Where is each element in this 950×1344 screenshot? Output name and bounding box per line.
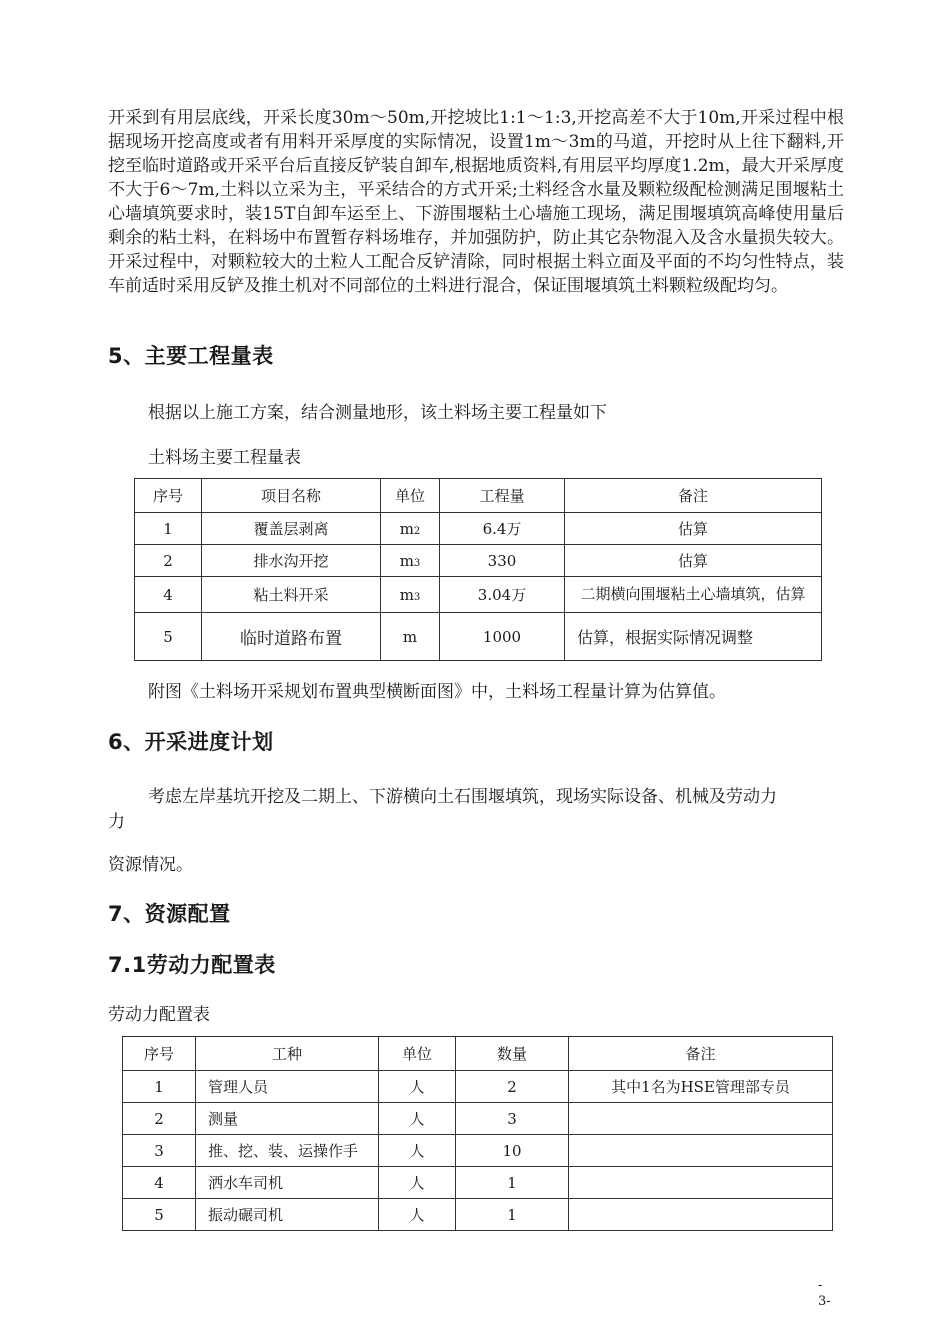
row-type: 推、挖、装、运操作手 xyxy=(196,1135,379,1167)
section6-overflow: 力 xyxy=(108,812,125,832)
section7-heading: 7、资源配置 xyxy=(108,902,231,926)
section7-1-heading: 7.1劳动力配置表 xyxy=(108,953,276,977)
row-qty: 6.4万 xyxy=(440,513,565,545)
table-row xyxy=(123,1071,833,1103)
header-cell: 项目名称 xyxy=(202,479,381,513)
header-cell: 工种 xyxy=(196,1037,379,1071)
row-unit xyxy=(381,545,440,577)
header-cell: 序号 xyxy=(135,479,202,513)
row-unit: 人 xyxy=(379,1103,456,1135)
row-name: 覆盖层剥离 xyxy=(202,513,381,545)
row-note: 估算，根据实际情况调整 xyxy=(565,613,822,661)
header-cell: 工程量 xyxy=(440,479,565,513)
row-no: 1 xyxy=(135,513,202,545)
row-no: 2 xyxy=(135,545,202,577)
row-qty: 10 xyxy=(456,1135,569,1167)
unit-exponent: 3 xyxy=(413,591,421,603)
row-unit: 人 xyxy=(379,1199,456,1231)
row-note: 估算 xyxy=(565,545,822,577)
row-no: 2 xyxy=(123,1103,196,1135)
unit-text: m xyxy=(399,551,414,570)
unit-exponent: 2 xyxy=(413,525,421,537)
row-qty: 1000 xyxy=(440,613,565,661)
section6-line1: 考虑左岸基坑开挖及二期上、下游横向土石围堰填筑，现场实际设备、机械及劳动力 xyxy=(148,787,777,807)
header-cell: 备注 xyxy=(565,479,822,513)
row-unit: 人 xyxy=(379,1135,456,1167)
table2-title: 劳动力配置表 xyxy=(108,1005,210,1025)
table-row xyxy=(123,1199,833,1231)
row-type: 管理人员 xyxy=(196,1071,379,1103)
table-header-row xyxy=(135,479,822,513)
row-no: 3 xyxy=(123,1135,196,1167)
section6-heading: 6、开采进度计划 xyxy=(108,730,274,754)
row-name: 粘土料开采 xyxy=(202,577,381,613)
row-note: 估算 xyxy=(565,513,822,545)
intro-paragraph: 开采到有用层底线，开采长度30m～50m,开挖坡比1:1～1:3,开挖高差不大于10m,开采过程中根据现场开挖高度或者有用料开采厚度的实际情况，设置1m～3m的马道，开挖时从上往下翻料,开挖至临时道路或开采平台后直接反铲装自卸车,根据地质资料,有用层平均厚度1.2m，最大开采厚度不大于6～7m,土料以立采为主，平采结合的方式开采;土料经含水量及颗粒级配检测满足围堰粘土心墙填筑要求时，装15T自卸车运至上、下游围堰粘土心墙施工现场，满足围堰填筑高峰使用量后剩余的粘土料，在料场中布置暂存料场堆存，并加强防护，防止其它杂物混入及含水量损失较大。开采过程中，对颗粒较大的土粒人工配合反铲清除，同时根据土料立面及平面的不均匀性特点，装车前适时采用反铲及推土机对不同部位的土料进行混合，保证围堰填筑土料颗粒级配均匀。 xyxy=(108,108,844,296)
header-cell: 备注 xyxy=(569,1037,833,1071)
section5-intro: 根据以上施工方案，结合测量地形，该土料场主要工程量如下 xyxy=(148,403,607,423)
section5-heading: 5、主要工程量表 xyxy=(108,344,274,368)
page-marker: - xyxy=(818,1278,823,1293)
row-qty: 3 xyxy=(456,1103,569,1135)
row-note: 其中1名为HSE管理部专员 xyxy=(569,1071,833,1103)
row-no: 4 xyxy=(123,1167,196,1199)
row-type: 洒水车司机 xyxy=(196,1167,379,1199)
header-cell: 数量 xyxy=(456,1037,569,1071)
row-qty: 330 xyxy=(440,545,565,577)
table1-title: 土料场主要工程量表 xyxy=(148,448,301,468)
row-note xyxy=(569,1135,833,1167)
row-qty: 2 xyxy=(456,1071,569,1103)
row-qty: 3.04万 xyxy=(440,577,565,613)
unit-exponent: 3 xyxy=(413,557,421,569)
row-no: 5 xyxy=(135,613,202,661)
page-number xyxy=(818,1278,831,1310)
row-note: 二期横向围堰粘土心墙填筑，估算 xyxy=(565,577,822,613)
row-name: 临时道路布置 xyxy=(202,613,381,661)
row-unit: 人 xyxy=(379,1167,456,1199)
row-unit xyxy=(381,613,440,661)
row-no: 5 xyxy=(123,1199,196,1231)
table-row xyxy=(123,1103,833,1135)
table1-footnote: 附图《土料场开采规划布置典型横断面图》中，土料场工程量计算为估算值。 xyxy=(148,682,726,702)
row-name: 排水沟开挖 xyxy=(202,545,381,577)
unit-text: m xyxy=(399,519,414,538)
quantity-table xyxy=(134,478,822,661)
table-row xyxy=(135,613,822,661)
table-header-row xyxy=(123,1037,833,1071)
header-cell: 序号 xyxy=(123,1037,196,1071)
table-row xyxy=(123,1167,833,1199)
section6-line2: 资源情况。 xyxy=(108,855,193,875)
row-note xyxy=(569,1103,833,1135)
header-cell: 单位 xyxy=(381,479,440,513)
row-unit xyxy=(381,513,440,545)
unit-text: m xyxy=(399,585,414,604)
row-type: 测量 xyxy=(196,1103,379,1135)
table-row xyxy=(135,545,822,577)
table-row xyxy=(135,577,822,613)
page-number-value: 3- xyxy=(818,1294,831,1309)
row-unit xyxy=(381,577,440,613)
row-type: 振动碾司机 xyxy=(196,1199,379,1231)
row-qty: 1 xyxy=(456,1167,569,1199)
header-cell: 单位 xyxy=(379,1037,456,1071)
table-row xyxy=(135,513,822,545)
labor-table xyxy=(122,1036,833,1231)
row-unit: 人 xyxy=(379,1071,456,1103)
row-note xyxy=(569,1199,833,1231)
row-qty: 1 xyxy=(456,1199,569,1231)
unit-text: m xyxy=(402,627,418,646)
row-no: 1 xyxy=(123,1071,196,1103)
table-row xyxy=(123,1135,833,1167)
row-no: 4 xyxy=(135,577,202,613)
row-note xyxy=(569,1167,833,1199)
